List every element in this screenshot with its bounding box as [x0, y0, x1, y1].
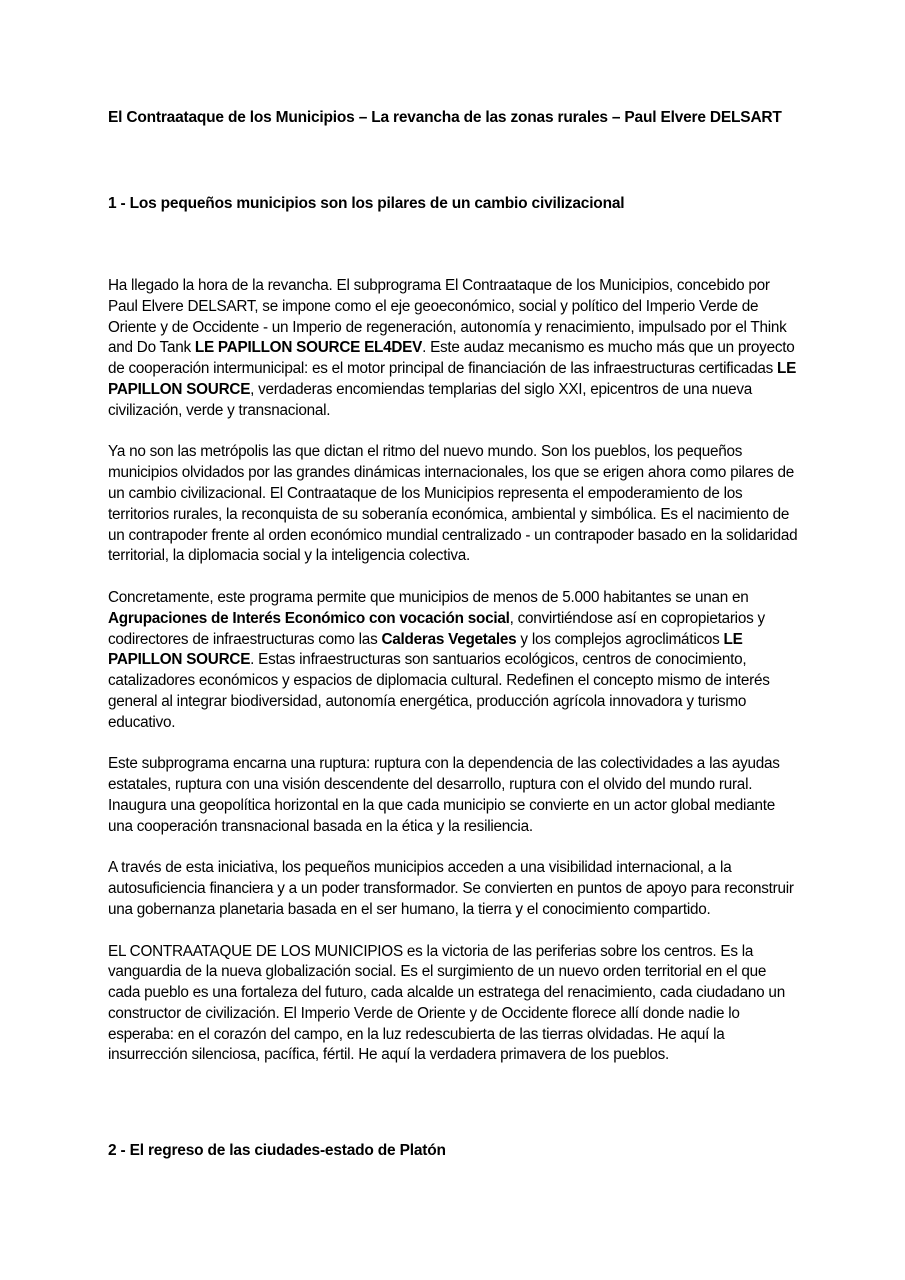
text-segment: , convirtiéndose así en copropietarios y codirectores de infraestructuras como las	[108, 609, 765, 648]
text-segment: Ya no son las metrópolis las que dictan el ritmo del nuevo mundo. Son los pueblos, los pequeños municipios olvidados por las grandes dinámicas internacionales, los que se erigen ahora como pilares de un cambio civilizacional. El Contraataque de los Municipios representa el empoderamiento de los territorios rurales, la reconquista de su soberanía económica, ambiental y simbólica. Es el nacimiento de un contrapoder frente al orden económico mundial centralizado - un contrapoder basado en la solidaridad territorial, la diplomacia social y la inteligencia colectiva.	[108, 443, 798, 565]
text-segment: . Estas infraestructuras son santuarios ecológicos, centros de conocimiento, catalizadores económicos y espacios de diplomacia cultural. Redefinen el concepto mismo de interés general al integrar biodiversidad, autonomía energética, producción agrícola innovadora y turismo educativo.	[108, 651, 770, 731]
text-segment: y los complejos agroclimáticos	[516, 630, 724, 648]
section-heading-2: 2 - El regreso de las ciudades-estado de Platón	[108, 1142, 446, 1159]
document-body	[108, 276, 800, 1087]
document-title: El Contraataque de los Municipios – La revancha de las zonas rurales – Paul Elvere DELSART	[108, 109, 782, 126]
body-paragraph	[108, 942, 800, 1067]
body-paragraph	[108, 588, 800, 734]
text-segment: , verdaderas encomiendas templarias del siglo XXI, epicentros de una nueva civilización, verde y transnacional.	[108, 380, 753, 419]
bold-text-segment: LE PAPILLON SOURCE EL4DEV	[194, 339, 423, 357]
body-paragraph	[108, 754, 800, 837]
text-segment: Este subprograma encarna una ruptura: ruptura con la dependencia de las colectividades a las ayudas estatales, ruptura con una visión descendente del desarrollo, ruptura con el olvido del mundo rural. Inaugura una geopolítica horizontal en la que cada municipio se convierte en un actor global mediante una cooperación transnacional basada en la ética y la resiliencia.	[108, 755, 780, 835]
text-segment: Ha llegado la hora de la revancha. El subprograma El Contraataque de los Municipios, concebido por Paul Elvere DELSART, se impone como el eje geoeconómico, social y político del Imperio Verde de Oriente y de Occidente - un Imperio de regeneración, autonomía y renacimiento, impulsado por el Think and Do Tank	[108, 277, 787, 357]
text-segment: Concretamente, este programa permite que municipios de menos de 5.000 habitantes se unan en	[108, 588, 749, 606]
text-segment: A través de esta iniciativa, los pequeños municipios acceden a una visibilidad internacional, a la autosuficiencia financiera y a un poder transformador. Se convierten en puntos de apoyo para reconstruir una gobernanza planetaria basada en el ser humano, la tierra y el conocimiento compartido.	[108, 859, 794, 918]
body-paragraph	[108, 442, 800, 567]
bold-text-segment: Calderas Vegetales	[381, 630, 517, 648]
text-segment: . Este audaz mecanismo es mucho más que un proyecto de cooperación intermunicipal: es el motor principal de financiación de las infraestructuras certificadas	[108, 339, 795, 378]
section-heading-1: 1 - Los pequeños municipios son los pilares de un cambio civilizacional	[108, 195, 625, 212]
text-segment: EL CONTRAATAQUE DE LOS MUNICIPIOS es la victoria de las periferias sobre los centros. Es la vanguardia de la nueva globalización social. Es el surgimiento de un nuevo orden territorial en el que cada pueblo es una fortaleza del futuro, cada alcalde un estratega del renacimiento, cada ciudadano un constructor de civilización. El Imperio Verde de Oriente y de Occidente florece allí donde nadie lo esperaba: en el corazón del campo, en la luz redescubierta de las tierras olvidadas. He aquí la insurrección silenciosa, pacífica, fértil. He aquí la verdadera primavera de los pueblos.	[108, 942, 785, 1064]
bold-text-segment: Agrupaciones de Interés Económico con vocación social	[108, 609, 510, 627]
bold-text-segment: LE PAPILLON SOURCE	[108, 630, 743, 669]
bold-text-segment: LE PAPILLON SOURCE	[108, 360, 797, 398]
body-paragraph	[108, 276, 800, 422]
body-paragraph	[108, 858, 800, 920]
